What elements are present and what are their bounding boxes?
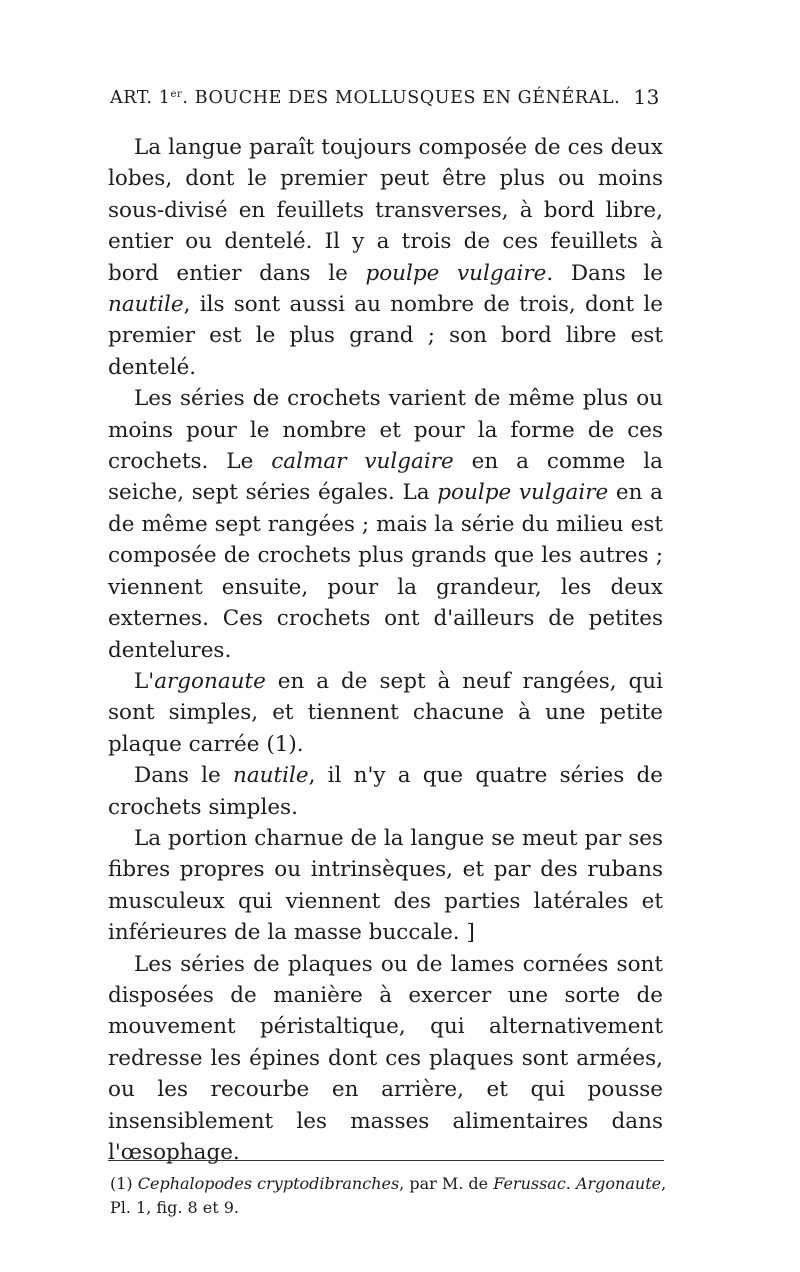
paragraph (108, 132, 663, 383)
text-run: Les séries de crochets varient de même plus ou moins pour le nombre et pour la forme de ces crochets. Le (108, 386, 663, 475)
paragraph (108, 760, 663, 823)
text-run: . (565, 1174, 576, 1193)
italic-term: poulpe vulgaire (437, 480, 609, 506)
text-run: en a de même sept rangées ; mais la série du milieu est composée de crochets plus grands que les autres ; viennent ensuite, pour la grandeur, les deux externes. Ces crochets ont d'ailleurs de petites dentelures. (108, 480, 663, 663)
text-run: La portion charnue de la langue se meut par ses fibres propres ou intrinsèques, et par des rubans musculeux qui viennent des parties latérales et inférieures de la masse buccale. ] (108, 825, 663, 946)
text-run: . Dans le (546, 260, 663, 286)
text-run: Les séries de plaques ou de lames cornées sont disposées de manière à exercer une sorte de mouvement péristaltique, qui alternativement redresse les épines dont ces plaques sont armées, ou les recourbe en arrière, et qui pousse insensiblement les masses alimentaires dans l'œsophage. (108, 951, 663, 1165)
text-run: en a de sept à neuf rangées, qui sont simples, et tiennent chacune à une petite plaque carrée (1). (108, 668, 663, 757)
footnote-rule (108, 1160, 664, 1161)
header-title: ART. 1er. BOUCHE DES MOLLUSQUES EN GÉNÉRAL. (110, 88, 621, 108)
text-run: (1) (110, 1174, 138, 1193)
text-run: L' (134, 668, 155, 694)
main-text (108, 132, 663, 1168)
italic-term: poulpe vulgaire (365, 260, 547, 286)
italic-term: Cephalopodes cryptodibranches (137, 1174, 400, 1193)
page-number: 13 (633, 85, 660, 109)
italic-term: Ferussac (493, 1174, 566, 1193)
italic-term: nautile (108, 292, 184, 318)
paragraph (108, 949, 663, 1169)
paragraph (108, 666, 663, 760)
italic-term: argonaute (154, 668, 266, 694)
running-header (110, 82, 660, 122)
text-run: La langue paraît toujours composée de ces deux lobes, dont le premier peut être plus ou moins sous-divisé en feuillets transverses, à bord libre, entier ou dentelé. Il y a trois de ces feuillets à bord entier dans le (108, 135, 663, 286)
text-run: , par M. de (399, 1174, 494, 1193)
text-run: Dans le (134, 763, 233, 789)
text-run: , ils sont aussi au nombre de trois, dont le premier est le plus grand ; son bord libre est dentelé. (108, 292, 663, 380)
text-run: en a comme la seiche, sept séries égales. La (108, 449, 664, 506)
italic-term: Argonaute (575, 1174, 662, 1193)
footnote (110, 1172, 670, 1220)
paragraph (108, 383, 663, 666)
paragraph (108, 823, 663, 949)
text-run: , Pl. 1, fig. 8 et 9. (110, 1174, 667, 1217)
italic-term: nautile (232, 763, 309, 789)
text-run: , il n'y a que quatre séries de crochets simples. (108, 763, 663, 820)
italic-term: calmar vulgaire (271, 449, 454, 475)
